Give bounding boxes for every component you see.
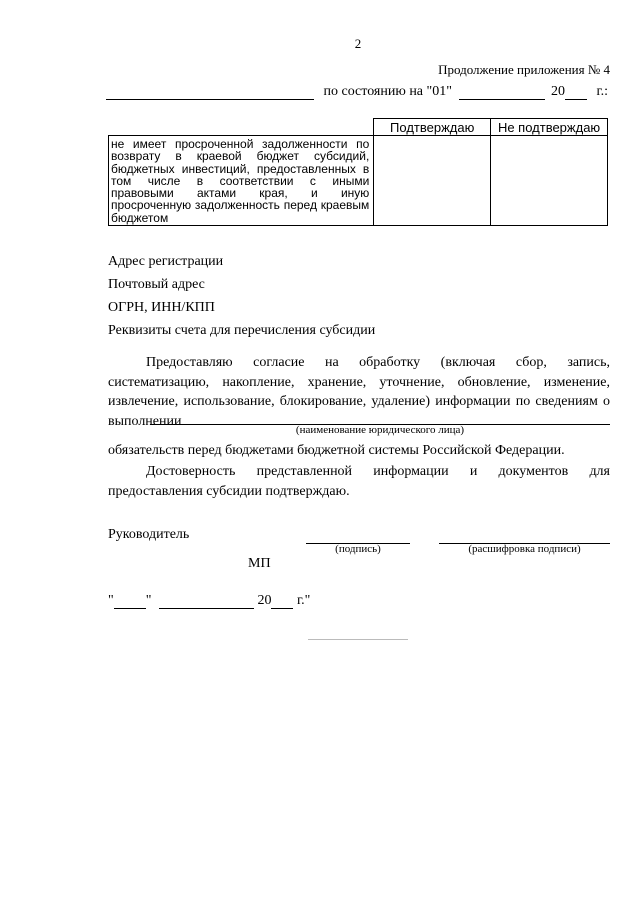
page-number: 2 <box>354 36 362 51</box>
consent-paragraph <box>108 353 610 431</box>
account-details-label: Реквизиты счета для перечисления субсидии <box>108 323 376 338</box>
date-month-blank[interactable] <box>159 594 254 609</box>
registration-address-label: Адрес регистрации <box>108 254 224 269</box>
reliability-paragraph: Достоверность представленной информации и документов для предоставления субсидии подтверждаю. <box>108 464 610 499</box>
date-year-prefix: 20 <box>257 593 272 608</box>
consent-continuation: обязательств перед бюджетами бюджетной системы Российской Федерации. <box>108 443 565 458</box>
footer-divider <box>308 639 408 640</box>
appendix-continuation: Продолжение приложения № 4 <box>438 62 610 77</box>
table-header-row <box>109 119 608 136</box>
confirm-cell[interactable] <box>374 136 491 226</box>
status-month-blank[interactable] <box>459 85 545 100</box>
status-year-blank[interactable] <box>565 85 587 100</box>
signature-caption: (подпись) <box>335 543 381 555</box>
head-label: Руководитель <box>108 527 190 542</box>
stamp-label: МП <box>248 556 271 571</box>
row-statement: не имеет просроченной задолженности по возврату в краевой бюджет субсидий, бюджетных инвестиций, предоставленных в том числе в соответствии с иными правовыми актами края, и иную просроченную задолженность перед краевым бюджетом <box>109 136 374 226</box>
status-date-suffix: г.: <box>596 84 609 99</box>
legal-entity-caption: (наименование юридического лица) <box>295 424 465 436</box>
consent-text: Предоставляю согласие на обработку (включая сбор, запись, систематизацию, накопление, хранение, уточнение, обновление, изменение, извлечение, использование, блокирование, удаление) информации по сведениям о выполнении <box>108 355 610 429</box>
signature-transcript-caption: (расшифровка подписи) <box>468 543 581 555</box>
confirmation-table <box>108 118 608 226</box>
date-line <box>108 593 310 609</box>
date-close-quote: " <box>145 593 152 608</box>
postal-address-label: Почтовый адрес <box>108 277 205 292</box>
organization-name-blank[interactable] <box>106 85 314 100</box>
ogrn-inn-kpp-label: ОГРН, ИНН/КПП <box>108 300 215 315</box>
status-date-line <box>106 84 610 100</box>
column-header-confirm: Подтверждаю <box>374 119 491 136</box>
date-day-blank[interactable] <box>114 594 146 609</box>
status-year-prefix: 20 <box>550 84 565 99</box>
column-header-not-confirm: Не подтверждаю <box>491 119 608 136</box>
table-header-empty <box>109 119 374 136</box>
table-row <box>109 136 608 226</box>
date-year-blank[interactable] <box>271 594 293 609</box>
date-suffix: г." <box>296 593 311 608</box>
date-open-quote: " <box>108 593 114 608</box>
not-confirm-cell[interactable] <box>491 136 608 226</box>
status-date-prefix: по состоянию на "01" <box>323 84 452 99</box>
